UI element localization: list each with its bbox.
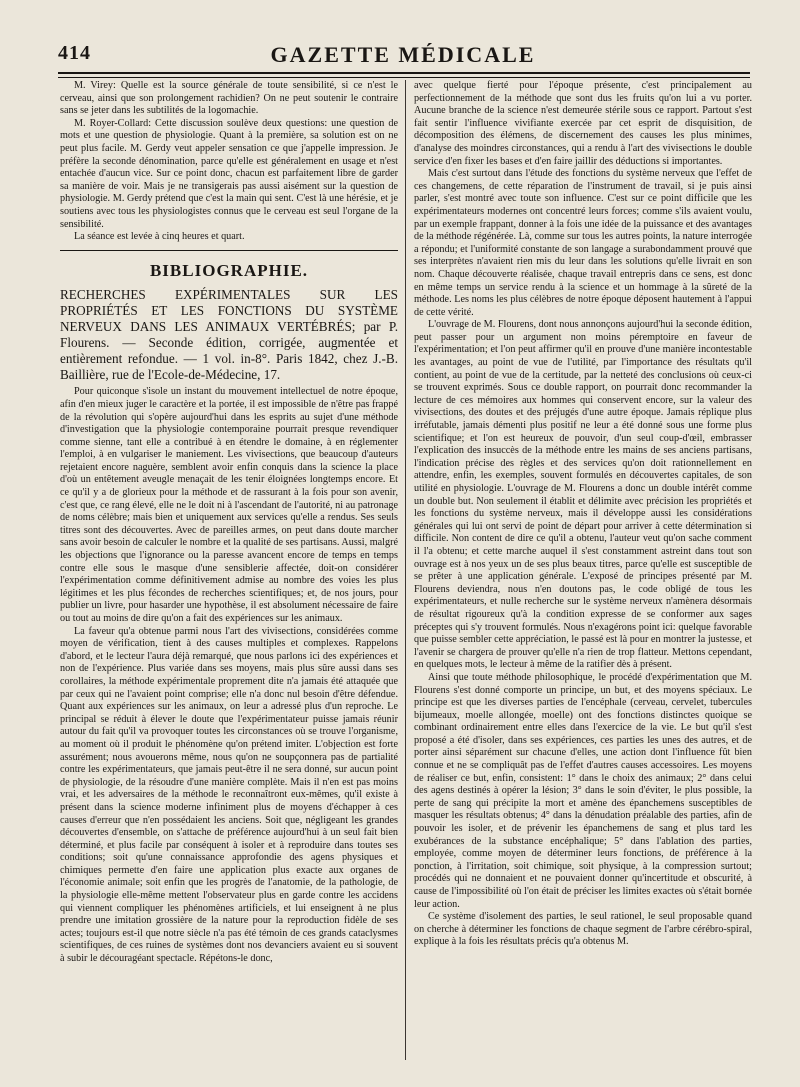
right-column — [414, 80, 752, 949]
paragraph-ouvrage-flourens: L'ouvrage de M. Flourens, dont nous annonçons aujourd'hui la seconde édition, peut passer pour un argument non moins péremptoire en faveur de l'expérimentation; et l'on peut affirmer qu'il en prouve d'une manière incontestable les avantages, au point de vue de l'utilité, par l'importance des résultats qu'il contient, au point de vue de la certitude, par la netteté des conclusions où ceux-ci se trouvent exprimés. Sous ce double rapport, on pourrait donc recommander la lecture de ces mémoires aux hommes qui conservent encore, sur la valeur des vivisections, des doutes et des préjugés d'une autre époque. Jamais réplique plus irréfutable, jamais démenti plus positif ne leur a été donné sous une forme plus scientifique; et l'on est heureux de pouvoir, d'un seul coup-d'œil, embrasser l'explication des insuccès de la méthode entre les mains de ses anciens partisans, l'indication précise des règles et des services qu'on doit rationnellement en attendre, enfin, les exemples, souvent formulés en découvertes capitales, de son utilité en physiologie. L'ouvrage de M. Flourens a donc un double intérêt comme un double but. Non seulement il établit et délimite avec précision les propriétés et les fonctions du système nerveux, mais il développe aussi les considérations générales qui lui ont servi de point de départ pour arriver à cette détermination si difficile. Non content de dire ce qu'il a obtenu, l'auteur veut qu'on sache comment il l'a obtenu; et cette marche auquel il s'est constamment astreint dans tout son ouvrage est à nos yeux un de ses plus beaux titres, parce qu'elle est susceptible de se prêter à une application générale. L'exposé de principes présenté par M. Flourens deviendra, nous n'en doutons pas, le code obligé de tous les expérimentateurs, et nulle recherche sur le système nerveux n'amènera désormais de résultat rigoureux qu'à la condition expresse de se conformer aux sages préceptes qui s'y trouvent formulés. Nous n'exagérons point ici: quelque favorable que puisse sembler cette appréciation, le passé est là pour en montrer la justesse, et l'avenir se chargera de prouver qu'elle n'a rien de trop flatteur. Mettons cependant, en quelques mots, le lecteur à même de la ratifier dès à présent. — [414, 319, 752, 671]
page-number: 414 — [58, 42, 91, 64]
paragraph-isolement: Ce système d'isolement des parties, le seul rationel, le seul proposable quand on cherche à déterminer les fonctions de chaque segment de l'arbre cérébro-spiral, explique à la fois les résultats précis qu'a obtenus M. — [414, 911, 752, 948]
paragraph-intro: Pour quiconque s'isole un instant du mouvement intellectuel de notre époque, afin d'en mieux juger le caractère et la portée, il est impossible de n'être pas frappé de la révolution qui s'opère aujourd'hui dans les esprits au sujet d'une méthode d'investigation que la physiologie contemporaine pourrait presque revendiquer comme sienne, tant elle a contribué à en étendre le domaine, à en réglementer l'emploi, à en vulgariser le maniement. Les vivisections, que beaucoup d'auteurs rejetaient encore naguère, semblent avoir enfin conquis dans la science la place d'où un entêtement aveugle menaçait de les tenir éloignées longtemps encore. Et ce qu'il y a de glorieux pour la méthode et de rassurant à la fois pour son avenir, c'est que, ce rang élevé, elle ne le doit ni à l'ascendant de l'autorité, ni au patronage de noms célèbre; mais bien et uniquement aux services qu'elle a rendus. Ses seuls titres sont des découvertes. Avec de pareilles armes, on peut dans doute marcher sans avoir besoin de calculer le nombre et la qualité de ses partisans. Aussi, malgré les objections que l'ignorance ou la paresse avancent encore de temps en temps contre elle sous le masque d'une sensiblerie affectée, doit-on considérer l'expérimentation comme définitivement admise au nombre des voies les plus légitimes et les plus fécondes de recherches scientifiques; et, de nos jours, pour publier un livre, pour hasarder une hypothèse, il est absolument nécessaire de faire ou tout au moins de dire qu'on a fait des expériences sur les animaux. — [60, 386, 398, 624]
bibliographie-heading: BIBLIOGRAPHIE. — [149, 260, 309, 280]
paragraph-seance-levee: La séance est levée à cinq heures et quart. — [74, 231, 245, 243]
paragraph-methode: Ainsi que toute méthode philosophique, le procédé d'expérimentation que M. Flourens s'est donné comporte un principe, un but, et des moyens spéciaux. Le principe est que les diverses parties de l'encéphale (cerveau, cervelet, tubercules bijumeaux, moelle allongée, moelle) ont des fonctions distinctes quoique se combinant ordinairement entre elles dans l'exercice de la vie. Le but qu'il s'est proposé a été d'isoler, dans ses expériences, ces parties les unes des autres, et de porter ainsi séparément sur chacune d'elles, une action dont l'influence fût bien connue et ne se compliquât pas de l'effet d'autres causes accessoires. Les moyens de réaliser ce but, enfin, consistent: 1° dans le choix des animaux; 2° dans celui des agens destinés à opérer la lésion; 3° dans le soin d'éviter, le plus possible, la perte de sang qui précipite la mort et amène des épanchemens susceptibles de masquer les résultats obtenus; 4° dans la dénudation préalable des parties, afin de pouvoir les isoler, et de prévenir les épanchemens de sang et plus tard les exubérances de la substance encéphalique; 5° dans l'ablation des parties, employée, comme moyen de déterminer leurs fonctions, de préférence à la ponction, à l'irritation, soit chimique, soit physique, à la compression surtout; procédés qui ne donnaient et ne pouvaient donner qu'incertitude et obscurité, à cause de l'impossibilité où l'on était de préciser les limites exactes où s'était bornée leur action. — [414, 671, 752, 910]
paragraph-royer-collard: M. Royer-Collard: Cette discussion soulève deux questions: une question de mots et une question de physiologie. Quant à la première, sa solution est on ne peut plus facile. M. Gerdy veut appeler sensation ce que j'appelle impression. Je préfère la seconde dénomination, parce qu'elle est généralement en usage et n'est entachée d'aucun vice. Sur ce point donc, chacun est parfaitement libre de garder sa manière de voir. Mais je ne transigerais pas aussi aisément sur la question de physiologie. M. Gerdy prétend que c'est la main qui sent. C'est là une hérésie, et je soutiens avec tous les physiologistes connus que le cerveau est seul l'organe de la sensibilité. — [60, 117, 398, 230]
section-divider — [60, 250, 398, 251]
column-divider — [405, 80, 406, 1060]
paragraph-systeme-nerveux: Mais c'est surtout dans l'étude des fonctions du système nerveux que l'effet de ces changemens, de cette réparation de l'instrument de travail, si je puis ainsi parler, s'est montré avec toute son influence. C'est sur ce point difficile que les expérimentateurs modernes ont concentré leurs forces; comme s'ils avaient voulu, par un exemple frappant, donner à la fois une idée de la puissance et des avantages de la méthode régénérée. Là, comme sur tous les autres points, la nature interrogée a répondu; et l'uniformité constante de son langage a surabondamment prouvé que ses interprètes n'avaient rien mis du leur dans les solutions qu'elle livrait en son nom. Chaque découverte réalisée, chaque travail entrepris dans ce sens, est donc en même temps un service rendu à la science et un hommage à la sûreté de la méthode. Les noms les plus célèbres de notre époque déposent hautement à l'appui de cette vérité. — [414, 168, 752, 318]
paragraph-faveur: La faveur qu'a obtenue parmi nous l'art des vivisections, considérées comme moyen de vérification, tient à des causes multiples et complexes. Rappelons d'abord, et le lecteur l'aura déjà remarqué, que nous parlons ici des expériences et non de l'expérience. Plus variée dans ses moyens, mais plus sûre aussi dans ses corollaires, la méthode expérimentale proprement dite n'a jamais été attaquée que par ceux qui ne l'avaient point comprise; elle n'a donc nul besoin d'être défendue. Quant aux expériences sur les animaux, on leur a adressé plus d'un reproche. Le principal se réduit à élever le doute que l'expérimentateur puisse jamais réunir autour du fait qu'il va provoquer toutes les circonstances où se trouve l'organisme, au moment où il produit le phénomène qu'on prétend imiter. L'objection est forte assurément; nous avouerons même, nous qu'on ne soupçonnera pas de partialité contre les expérimentateurs, que jamais peut-être il ne sera donné, sur aucun point de physiologie, de la résoudre d'une manière complète. Mais il n'en est pas moins vrai, et les adversaires de la méthode le reconnaîtront eux-mêmes, qu'il existe à présent dans la science moderne infiniment plus de moyens d'échapper à ces causes d'erreur que n'en possédaient les anciens. Soit que, négligeant les grandes découvertes d'ensemble, on s'attache de préférence aujourd'hui à un seul fait bien déterminé, et plus facile par conséquent à isoler et à reproduire dans toutes ses conditions; soit qu'une connaissance approfondie des agens physiques et chimiques permette d'en faire une application plus exacte aux organes de l'économie animale; soit enfin que les progrès de l'anatomie, de la pathologie, de la physiologie elle-même mettent l'observateur plus en garde contre les accidens qui viennent compliquer les phénomènes artificiels, et lui enseignent à ne plus prendre une imitation grossière de la nature pour la reproduction fidèle de ses actes; toujours est-il que notre siècle n'a pas été témoin de ces grands cataclysmes scientifiques, de ces ruines de systèmes dont nos devanciers avaient eu si souvent à subir le découragéant spectacle. Répétons-le donc, — [60, 625, 398, 965]
gazette-title: GAZETTE MÉDICALE — [270, 42, 536, 67]
paragraph-virey: M. Virey: Quelle est la source générale de toute sensibilité, si ce n'est le cerveau, ainsi que son prolongement rachidien? On ne peut soutenir le contraire sans se jeter dans les subtilités de la logomachie. — [60, 80, 398, 117]
paragraph-continued: avec quelque fierté pour l'époque présente, c'est principalement au perfectionnement de la méthode que sont dus les fruits qu'on lui a vu porter. Aucune branche de la science n'est demeurée stérile sous ce rapport. Partout s'est fait sentir l'influence vivifiante exercée par cet esprit de disquisition, de décomposition des élémens, de discernement des causes les plus minimes, d'analyse des moindres circonstances, qui a rendu à l'art des vivisections le double service d'en fixer les bases et d'en faire jaillir des déductions si importantes. — [414, 80, 752, 167]
book-reference: RECHERCHES EXPÉRIMENTALES SUR LES PROPRIÉTÉS ET LES FONCTIONS DU SYSTÈME NERVEUX DANS LES ANIMAUX VERTÉBRÉS; par P. Flourens. — Seconde édition, corrigée, augmentée et entièrement refondue. — 1 vol. in-8°. Paris 1842, chez J.-B. Baillière, rue de l'Ecole-de-Médecine, 17. — [60, 287, 398, 383]
header-rule — [58, 72, 750, 78]
left-column — [60, 80, 398, 966]
page-header — [58, 42, 748, 68]
